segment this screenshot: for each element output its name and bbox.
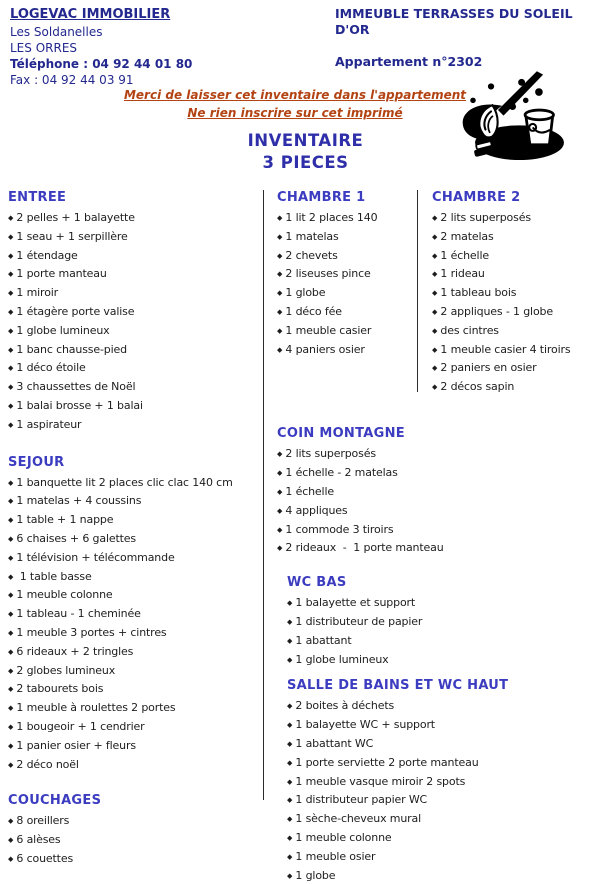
bullet-icon: ◆: [8, 214, 14, 222]
item-text: 1 aspirateur: [16, 417, 82, 431]
item-text: 1 globe lumineux: [295, 652, 389, 666]
item-text: 3 chaussettes de Noël: [16, 380, 136, 394]
item-text: 1 balai brosse + 1 balai: [16, 398, 143, 412]
item-text: 2 paniers en osier: [440, 361, 537, 375]
bullet-icon: ◆: [8, 270, 14, 279]
inventory-item: [277, 520, 502, 539]
inventory-item: [8, 736, 260, 755]
inventory-item: [277, 501, 502, 520]
inventory-section: [432, 190, 607, 396]
inventory-item: [432, 340, 607, 359]
apartment-number: Appartement n°2302: [335, 54, 483, 69]
inventory-item: [8, 377, 260, 396]
bullet-icon: ◆: [287, 777, 293, 786]
item-text: 1 seau + 1 serpillère: [16, 229, 128, 243]
item-text: 1 échelle - 2 matelas: [285, 466, 398, 480]
item-text: 4 appliques: [285, 503, 348, 517]
section-heading: WC BAS: [287, 575, 347, 591]
item-text: 1 commode 3 tiroirs: [285, 522, 394, 536]
item-text: 2 liseuses pince: [285, 267, 371, 281]
page-title-line2: 3 PIECES: [262, 153, 349, 172]
inventory-item: [8, 264, 260, 283]
item-text: 2 déco noël: [16, 757, 79, 771]
bullet-icon: ◆: [432, 383, 438, 392]
inventory-item: [8, 548, 260, 567]
inventory-item: [287, 809, 502, 828]
inventory-item: [8, 679, 260, 698]
bullet-icon: ◆: [432, 251, 438, 260]
column-chambre2: [432, 190, 607, 396]
bullet-icon: ◆: [8, 685, 14, 694]
inventory-item: [8, 717, 260, 736]
bullet-icon: ◆: [287, 833, 293, 842]
inventory-item: [287, 772, 502, 791]
bullet-icon: ◆: [8, 553, 14, 562]
bullet-icon: ◆: [277, 289, 283, 298]
section-heading: CHAMBRE 2: [432, 190, 521, 205]
item-text: 2 lits superposés: [285, 447, 376, 461]
bullet-icon: ◆: [8, 534, 14, 543]
notice-line-2: Ne rien inscrire sur cet imprimé: [187, 106, 403, 120]
bullet-icon: ◆: [287, 815, 293, 824]
bullet-icon: ◆: [8, 364, 14, 373]
bullet-icon: ◆: [287, 739, 293, 748]
bullet-icon: ◆: [8, 326, 14, 335]
inventory-item: [8, 698, 260, 717]
item-text: 1 distributeur papier WC: [295, 793, 428, 807]
page-title: [0, 130, 611, 174]
bullet-icon: ◆: [8, 760, 14, 769]
inventory-item: [287, 753, 502, 772]
item-text: 1 meuble colonne: [295, 830, 392, 844]
inventory-item: [432, 358, 607, 377]
item-text: 1 étagère porte valise: [16, 304, 135, 318]
item-text: 2 pelles + 1 balayette: [16, 211, 135, 224]
inventory-item: [287, 734, 502, 753]
inventory-item: [8, 302, 260, 321]
item-text: 2 rideaux - 1 porte manteau: [285, 541, 444, 555]
page-title-line1: INVENTAIRE: [247, 131, 364, 150]
inventory-item: [287, 696, 502, 715]
item-text: 1 étendage: [16, 248, 78, 262]
bullet-icon: ◆: [277, 345, 283, 354]
item-text: 2 lits superposés: [440, 211, 531, 224]
item-text: 1 meuble casier 4 tiroirs: [440, 342, 571, 356]
bullet-icon: ◆: [8, 497, 14, 506]
inventory-item: [287, 650, 502, 669]
bullet-icon: ◆: [287, 617, 293, 626]
bullet-icon: ◆: [432, 214, 438, 222]
inventory-item: [432, 302, 607, 321]
inventory-item: [287, 790, 502, 809]
bullet-icon: ◆: [277, 251, 283, 260]
inventory-item: [287, 866, 502, 884]
inventory-item: [8, 415, 260, 434]
bullet-icon: ◆: [8, 628, 14, 637]
item-text: 2 boites à déchets: [295, 699, 395, 713]
inventory-item: [8, 227, 260, 246]
bullet-icon: ◆: [277, 214, 283, 222]
item-text: 1 globe: [285, 286, 326, 300]
inventory-item: [8, 510, 260, 529]
item-text: 1 table basse: [16, 569, 92, 583]
item-text: 2 matelas: [440, 229, 494, 243]
inventory-item: [287, 715, 502, 734]
item-text: 1 matelas + 4 coussins: [16, 494, 142, 508]
item-text: 1 échelle: [440, 248, 489, 262]
inventory-item: [8, 830, 260, 849]
bullet-icon: ◆: [8, 741, 14, 750]
bullet-icon: ◆: [8, 383, 14, 392]
inventory-item: [8, 811, 260, 830]
item-text: 1 échelle: [285, 484, 334, 498]
inventory-section: [277, 678, 509, 884]
item-text: 1 meuble casier: [285, 323, 372, 337]
item-text: 6 chaises + 6 galettes: [16, 531, 137, 545]
bullet-icon: ◆: [8, 722, 14, 731]
column-entree-sejour-couchages: [8, 190, 260, 868]
inventory-item: [8, 623, 260, 642]
bullet-icon: ◆: [277, 326, 283, 335]
item-text: 1 meuble osier: [295, 849, 376, 863]
inventory-section: [8, 793, 260, 867]
bullet-icon: ◆: [8, 591, 14, 600]
bullet-icon: ◆: [287, 702, 293, 711]
item-text: 1 bougeoir + 1 cendrier: [16, 719, 145, 733]
bullet-icon: ◆: [287, 655, 293, 664]
section-heading: SALLE DE BAINS ET WC HAUT: [287, 678, 509, 694]
agency-name: LOGEVAC IMMOBILIER: [10, 7, 171, 22]
section-heading: SEJOUR: [8, 454, 65, 470]
item-text: 1 banquette lit 2 places clic clac 140 cm: [16, 475, 233, 489]
bullet-icon: ◆: [277, 469, 283, 478]
inventory-item: [8, 529, 260, 548]
inventory-item: [277, 444, 502, 463]
item-text: 1 balayette et support: [295, 596, 416, 610]
item-text: 1 télévision + télécommande: [16, 550, 175, 564]
bullet-icon: ◆: [8, 572, 14, 581]
inventory-item: [8, 849, 260, 868]
bullet-icon: ◆: [8, 854, 14, 863]
item-text: 1 miroir: [16, 286, 59, 300]
notice-block: [0, 86, 590, 122]
bullet-icon: ◆: [277, 525, 283, 534]
column-divider-left: [263, 190, 264, 800]
inventory-item: [432, 264, 607, 283]
item-text: 1 tableau - 1 cheminée: [16, 607, 141, 621]
inventory-item: [8, 283, 260, 302]
bullet-icon: ◆: [287, 636, 293, 645]
inventory-item: [8, 491, 260, 510]
inventory-item: [432, 283, 607, 302]
inventory-item: [8, 473, 260, 492]
item-text: 1 lit 2 places 140: [285, 211, 378, 224]
bullet-icon: ◆: [8, 647, 14, 656]
inventory-item: [8, 661, 260, 680]
section-heading: COIN MONTAGNE: [277, 426, 405, 442]
inventory-item: [432, 377, 607, 396]
item-text: 1 table + 1 nappe: [16, 513, 114, 527]
item-text: 6 alèses: [16, 833, 61, 847]
bullet-icon: ◆: [8, 704, 14, 713]
inventory-item: [8, 604, 260, 623]
inventory-item: [277, 463, 502, 482]
inventory-section: [277, 575, 502, 668]
inventory-section: [8, 455, 260, 774]
inventory-item: [287, 612, 502, 631]
inventory-item: [8, 567, 260, 586]
item-text: 1 rideau: [440, 267, 485, 281]
agency-phone: Téléphone : 04 92 44 01 80: [10, 57, 193, 71]
item-text: 2 globes lumineux: [16, 663, 116, 677]
bullet-icon: ◆: [432, 270, 438, 279]
item-text: 6 couettes: [16, 851, 74, 865]
bullet-icon: ◆: [277, 487, 283, 496]
item-text: 2 chevets: [285, 248, 338, 262]
bullet-icon: ◆: [8, 345, 14, 354]
inventory-item: [287, 631, 502, 650]
inventory-item: [8, 246, 260, 265]
inventory-item: [432, 208, 607, 227]
inventory-item: [432, 246, 607, 265]
section-heading: COUCHAGES: [8, 793, 102, 809]
bullet-icon: ◆: [277, 544, 283, 553]
bullet-icon: ◆: [277, 307, 283, 316]
bullet-icon: ◆: [8, 836, 14, 845]
item-text: 1 porte serviette 2 porte manteau: [295, 755, 479, 769]
inventory-item: [8, 208, 260, 227]
bullet-icon: ◆: [8, 610, 14, 619]
bullet-icon: ◆: [432, 289, 438, 298]
section-heading: CHAMBRE 1: [277, 190, 366, 205]
item-text: 1 déco étoile: [16, 361, 86, 375]
bullet-icon: ◆: [277, 232, 283, 241]
agency-address-line2: LES ORRES: [10, 41, 78, 55]
item-text: 1 banc chausse-pied: [16, 342, 127, 356]
bullet-icon: ◆: [8, 307, 14, 316]
agency-block: [10, 6, 192, 88]
item-text: 1 meuble colonne: [16, 588, 113, 602]
bullet-icon: ◆: [432, 326, 438, 335]
agency-address-line1: Les Soldanelles: [10, 25, 103, 39]
item-text: 1 meuble à roulettes 2 portes: [16, 701, 176, 715]
inventory-item: [8, 396, 260, 415]
inventory-item: [8, 321, 260, 340]
item-text: 1 abattant: [295, 633, 352, 647]
bullet-icon: ◆: [8, 401, 14, 410]
bullet-icon: ◆: [277, 450, 283, 459]
bullet-icon: ◆: [8, 420, 14, 429]
bullet-icon: ◆: [277, 270, 283, 279]
bullet-icon: ◆: [287, 852, 293, 861]
bullet-icon: ◆: [432, 364, 438, 373]
inventory-item: [432, 227, 607, 246]
item-text: 2 tabourets bois: [16, 682, 104, 696]
bullet-icon: ◆: [432, 307, 438, 316]
item-text: 2 décos sapin: [440, 380, 515, 394]
bullet-icon: ◆: [8, 251, 14, 260]
building-name: IMMEUBLE TERRASSES DU SOLEIL D'OR: [335, 6, 573, 37]
section-heading: ENTREE: [8, 190, 67, 205]
bullet-icon: ◆: [287, 721, 293, 730]
bullet-icon: ◆: [8, 478, 14, 487]
inventory-item: [287, 847, 502, 866]
bullet-icon: ◆: [8, 289, 14, 298]
inventory-item: [8, 340, 260, 359]
item-text: 1 tableau bois: [440, 286, 517, 300]
inventory-item: [432, 321, 607, 340]
item-text: 4 paniers osier: [285, 342, 365, 356]
bullet-icon: ◆: [8, 516, 14, 525]
inventory-item: [287, 593, 502, 612]
item-text: 1 meuble 3 portes + cintres: [16, 625, 167, 639]
item-text: 8 oreillers: [16, 814, 70, 828]
item-text: 1 abattant WC: [295, 736, 374, 750]
item-text: 1 déco fée: [285, 304, 342, 318]
agency-fax: Fax : 04 92 44 03 91: [10, 73, 134, 87]
inventory-item: [8, 358, 260, 377]
bullet-icon: ◆: [287, 758, 293, 767]
item-text: 1 sèche-cheveux mural: [295, 812, 422, 826]
item-text: 1 globe: [295, 868, 336, 882]
item-text: des cintres: [440, 323, 499, 337]
inventory-section: [277, 426, 502, 557]
notice-line-1: Merci de laisser cet inventaire dans l'appartement: [123, 88, 467, 102]
inventory-section: [8, 190, 260, 434]
bullet-icon: ◆: [287, 599, 293, 608]
item-text: 6 rideaux + 2 tringles: [16, 644, 134, 658]
item-text: 1 distributeur de papier: [295, 614, 423, 628]
bullet-icon: ◆: [277, 506, 283, 515]
item-text: 1 porte manteau: [16, 267, 107, 281]
item-text: 1 matelas: [285, 229, 339, 243]
item-text: 1 meuble vasque miroir 2 spots: [295, 774, 466, 788]
bullet-icon: ◆: [8, 666, 14, 675]
bullet-icon: ◆: [8, 817, 14, 826]
inventory-item: [8, 642, 260, 661]
bullet-icon: ◆: [432, 345, 438, 354]
inventory-item: [277, 538, 502, 557]
inventory-item: [8, 585, 260, 604]
bullet-icon: ◆: [287, 871, 293, 880]
bullet-icon: ◆: [287, 796, 293, 805]
inventory-item: [287, 828, 502, 847]
item-text: 1 panier osier + fleurs: [16, 738, 136, 752]
item-text: 2 appliques - 1 globe: [440, 304, 553, 318]
item-text: 1 globe lumineux: [16, 323, 110, 337]
inventory-item: [277, 482, 502, 501]
bullet-icon: ◆: [8, 232, 14, 241]
bullet-icon: ◆: [432, 232, 438, 241]
inventory-item: [8, 755, 260, 774]
item-text: 1 balayette WC + support: [295, 718, 435, 732]
